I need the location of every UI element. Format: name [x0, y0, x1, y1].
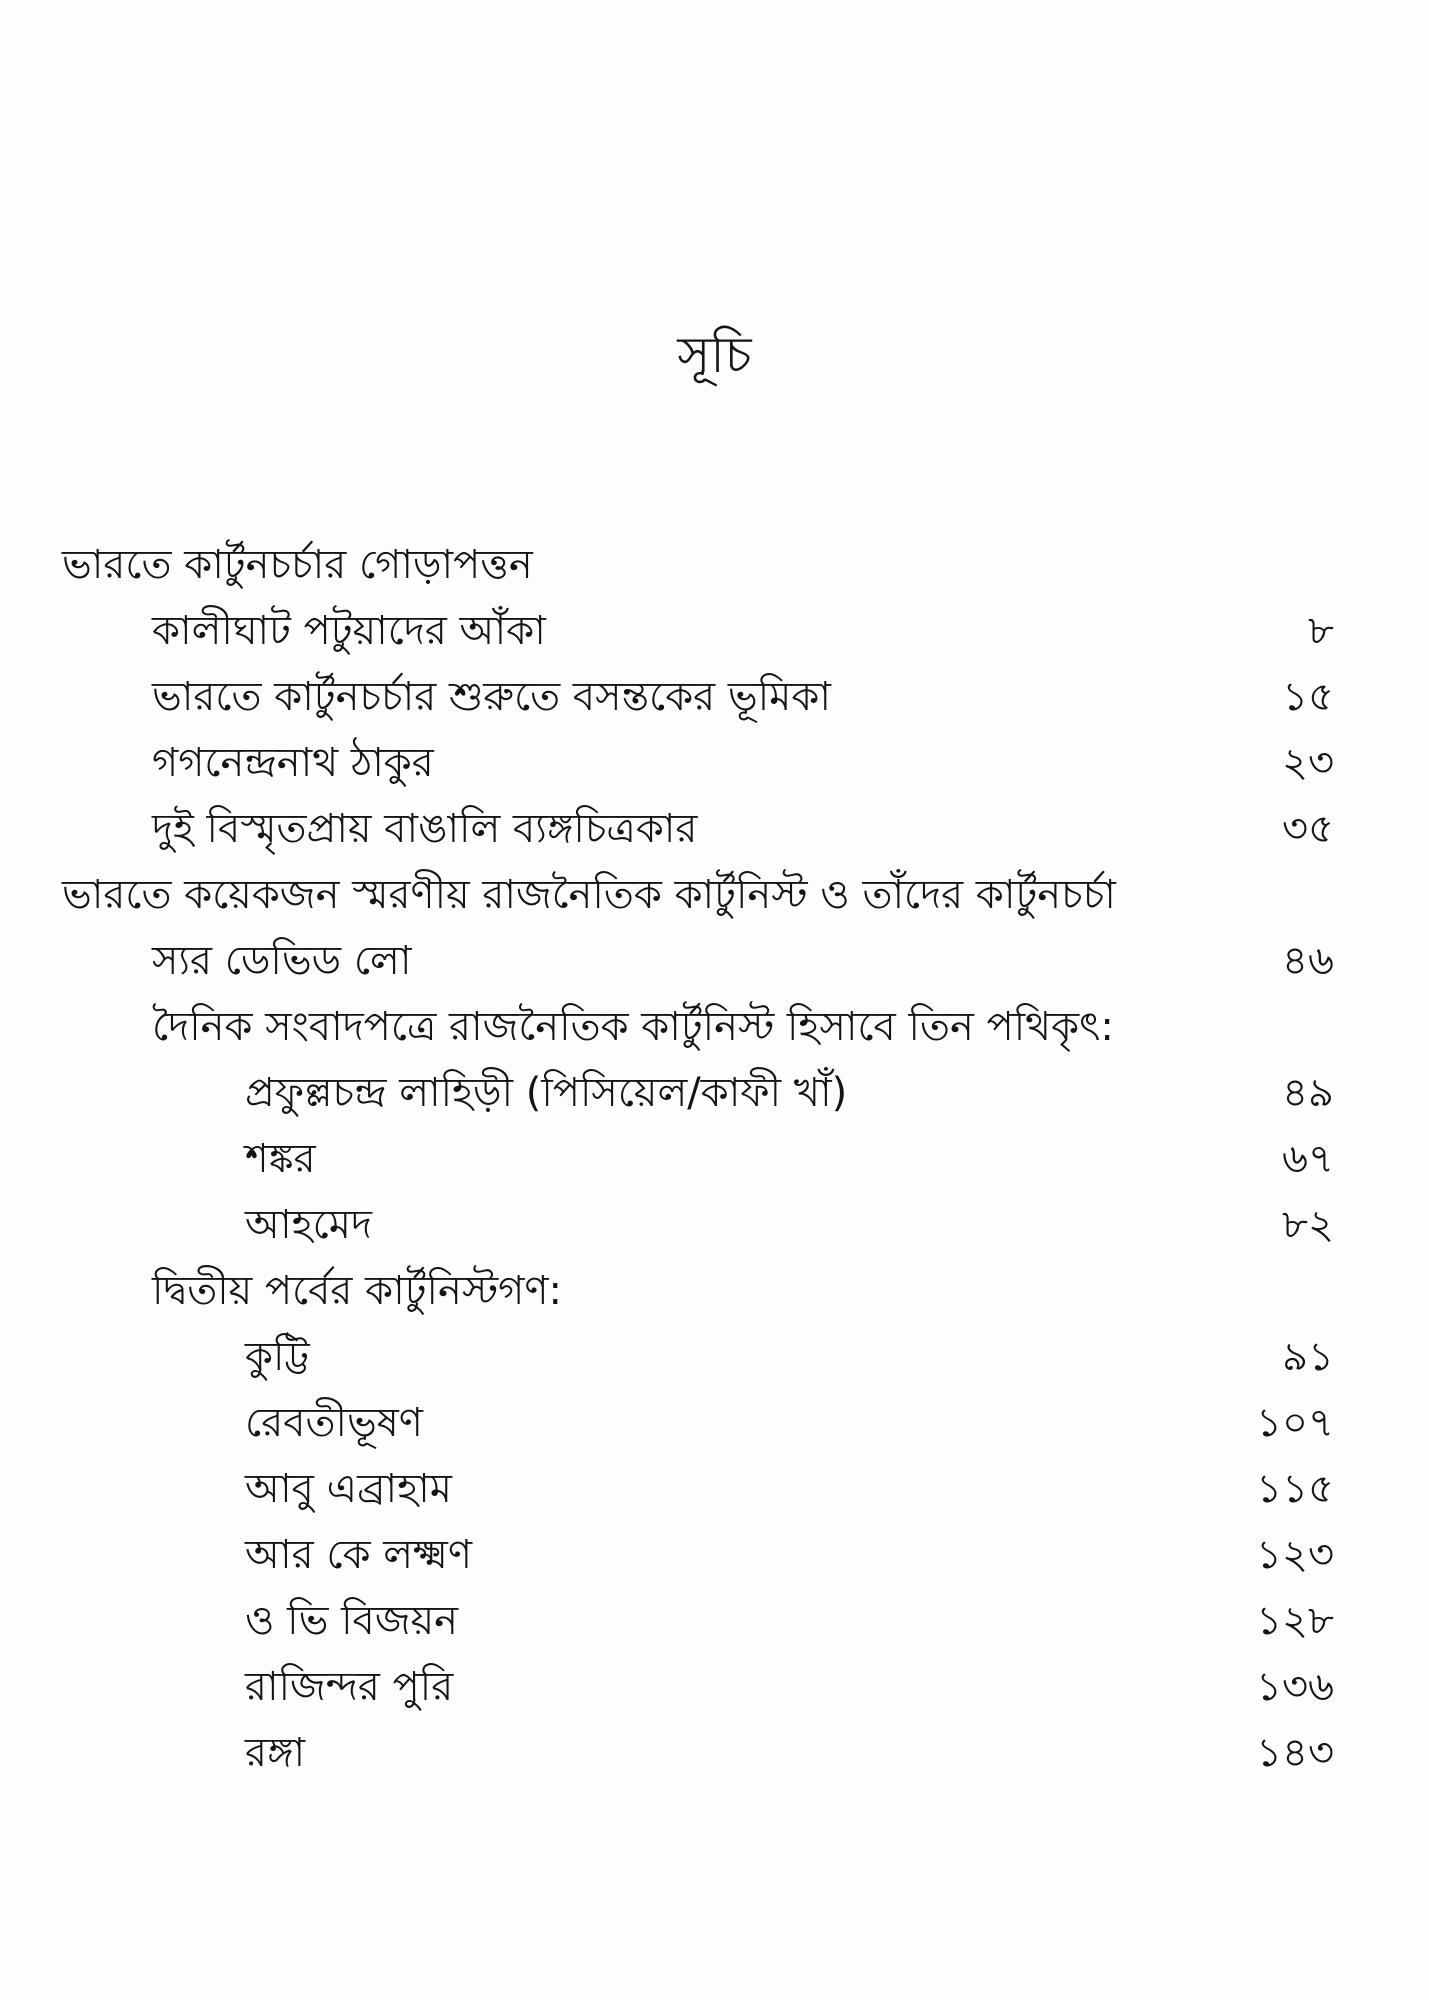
toc-entry-page: ৮২ [1282, 1202, 1334, 1248]
toc-entry-page: ১৩৬ [1256, 1664, 1334, 1710]
toc-entry-label: কুট্টি [245, 1334, 310, 1380]
toc-entry [0, 1456, 1429, 1522]
toc-entry [0, 664, 1429, 730]
toc-entry-page: ১২৩ [1256, 1532, 1334, 1578]
toc-entry-label: দ্বিতীয় পর্বের কার্টুনিস্টগণ: [152, 1268, 563, 1314]
toc-entry-label: রঙ্গা [245, 1730, 306, 1776]
toc-entry [0, 928, 1429, 994]
toc-entry [0, 730, 1429, 796]
toc-entry-label: রেবতীভূষণ [245, 1400, 423, 1446]
toc-entry-label: কালীঘাট পটুয়াদের আঁকা [152, 608, 546, 654]
toc-entry-label: আহমেদ [245, 1202, 372, 1248]
toc-subsection-heading [0, 1258, 1429, 1324]
toc-entry-page: ৪৯ [1282, 1070, 1334, 1116]
toc-entry-page: ৪৬ [1282, 938, 1334, 984]
toc-entry-label: ভারতে কার্টুনচর্চার শুরুতে বসন্তকের ভূমিকা [152, 674, 831, 720]
toc-entry-label: ভারতে কয়েকজন স্মরণীয় রাজনৈতিক কার্টুনিস্ট ও তাঁদের কার্টুনচর্চা [62, 872, 1116, 918]
table-of-contents [0, 532, 1429, 1786]
toc-entry-page: ৬৭ [1281, 1136, 1334, 1182]
toc-entry-page: ১৫ [1282, 674, 1334, 720]
toc-entry-label: রাজিন্দর পুরি [245, 1664, 454, 1710]
toc-entry [0, 1126, 1429, 1192]
toc-entry-label: প্রফুল্লচন্দ্র লাহিড়ী (পিসিয়েল/কাফী খাঁ) [245, 1070, 848, 1116]
toc-entry-page: ১৪৩ [1256, 1730, 1334, 1776]
toc-entry [0, 796, 1429, 862]
toc-entry-page: ৯১ [1282, 1334, 1334, 1380]
toc-entry-label: স্যর ডেভিড লো [152, 938, 412, 984]
toc-entry-label: শঙ্কর [245, 1136, 316, 1182]
toc-subsection-heading [0, 994, 1429, 1060]
toc-entry [0, 1192, 1429, 1258]
toc-entry-label: ভারতে কার্টুনচর্চার গোড়াপত্তন [62, 542, 533, 588]
toc-entry [0, 1522, 1429, 1588]
toc-entry-page: ৮ [1308, 608, 1334, 654]
toc-entry-label: দৈনিক সংবাদপত্রে রাজনৈতিক কার্টুনিস্ট হিসাবে তিন পথিকৃৎ: [152, 1004, 1114, 1050]
toc-entry-label: আর কে লক্ষ্মণ [245, 1532, 473, 1578]
toc-entry-label: ও ভি বিজয়ন [245, 1598, 459, 1644]
toc-entry [0, 1324, 1429, 1390]
toc-entry-label: দুই বিস্মৃতপ্রায় বাঙালি ব্যঙ্গচিত্রকার [152, 806, 698, 852]
toc-entry-page: ১০৭ [1256, 1400, 1334, 1446]
toc-entry [0, 1720, 1429, 1786]
toc-entry-page: ৩৫ [1282, 806, 1334, 852]
toc-entry [0, 1390, 1429, 1456]
toc-section-heading [0, 532, 1429, 598]
toc-section-heading [0, 862, 1429, 928]
toc-entry [0, 1588, 1429, 1654]
toc-entry-page: ১১৫ [1256, 1466, 1334, 1512]
toc-entry [0, 1654, 1429, 1720]
toc-entry-label: আবু এব্রাহাম [245, 1466, 452, 1512]
page-title: সূচি [677, 326, 752, 384]
toc-entry-page: ১২৮ [1256, 1598, 1334, 1644]
toc-entry-page: ২৩ [1281, 740, 1334, 786]
toc-entry [0, 598, 1429, 664]
toc-entry [0, 1060, 1429, 1126]
toc-entry-label: গগনেন্দ্রনাথ ঠাকুর [152, 740, 434, 786]
